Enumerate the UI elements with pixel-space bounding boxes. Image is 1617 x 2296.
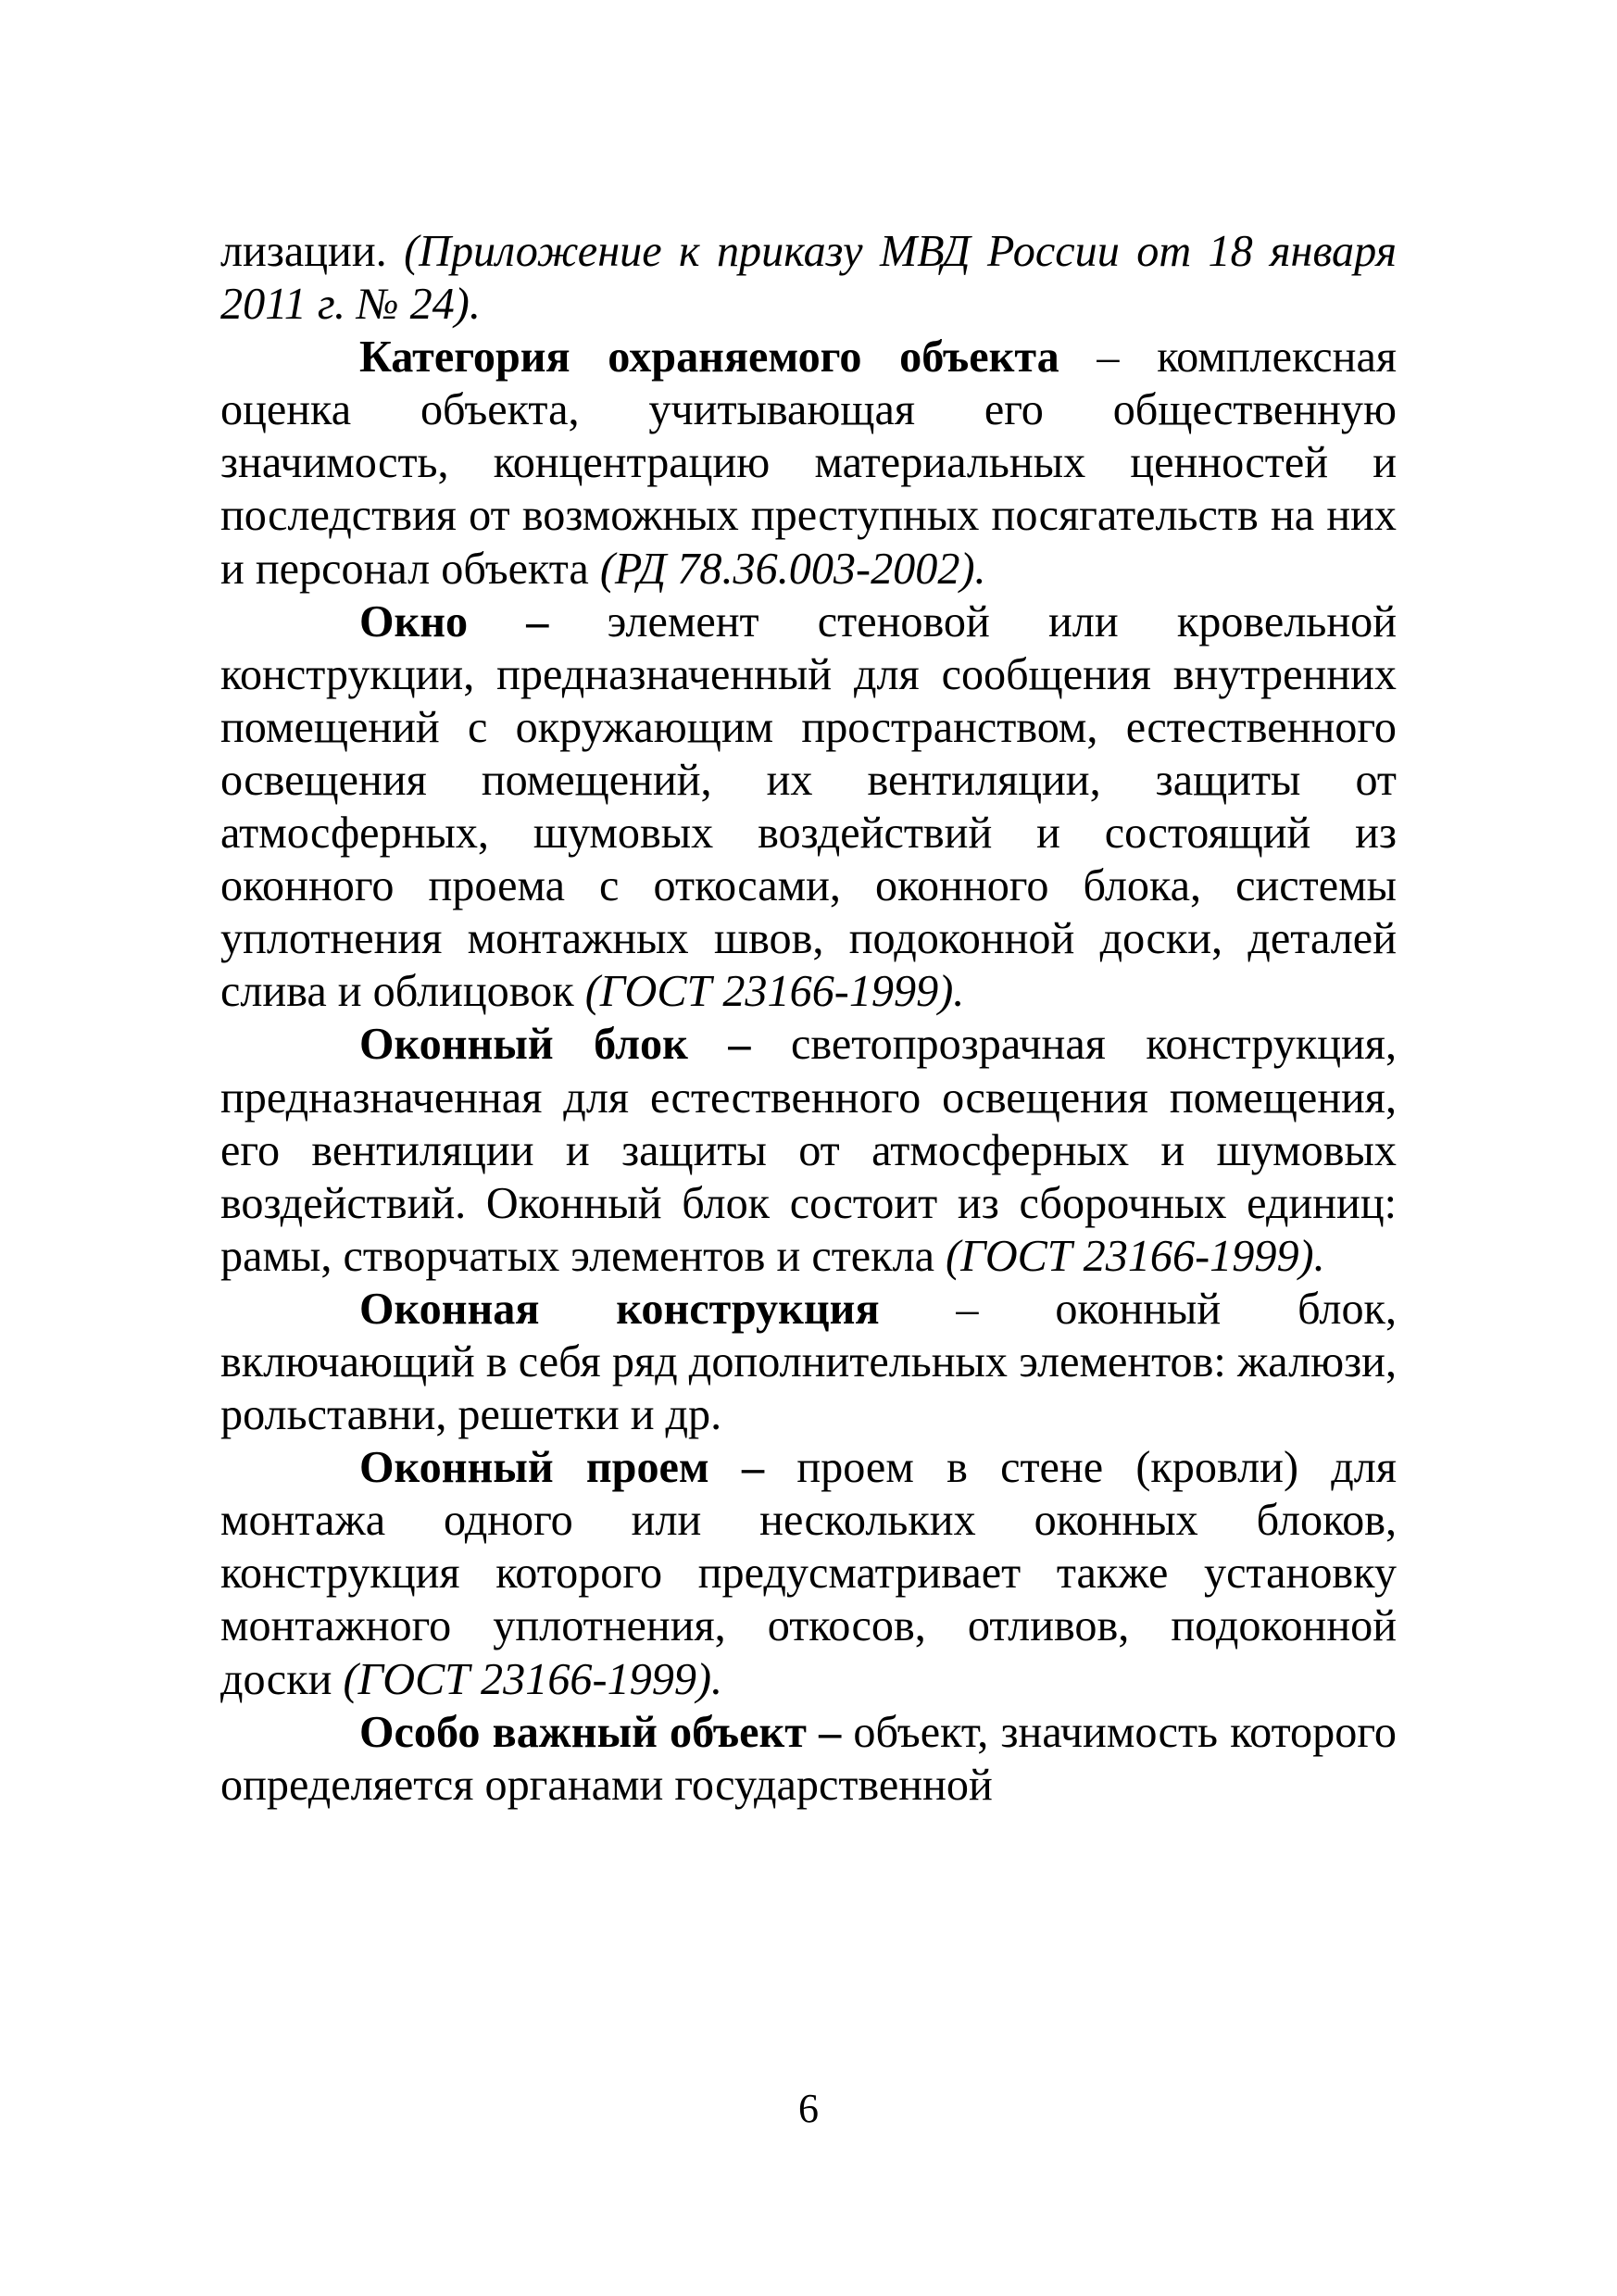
paragraph-window-opening [220, 1441, 1397, 1705]
paragraph-window-block [220, 1018, 1397, 1282]
definition-text: проем в стене (кровли) для монтажа одного или нескольких оконных блоков, конструкция которого предусматривает также установку монтажного уплотнения, откосов, отливов, подоконной доски [220, 1443, 1397, 1704]
definition-text: – оконный блок, включающий в себя ряд дополнительных элементов: жалюзи, рольставни, решетки и др. [220, 1284, 1397, 1440]
term-heading: Особо важный объект – [359, 1707, 842, 1757]
source-reference: (Приложение к приказу МВД России от 18 января 2011 г. № 24). [220, 227, 1397, 330]
definition-text: элемент стеновой или кровельной конструкции, предназначенный для сообщения внутренних помещений с окружающим пространством, естественного освещения помещений, их вентиляции, защиты от атмосферных, шумовых воздействий и состоящий из оконного проема с откосами, оконного блока, системы уплотнения монтажных швов, подоконной доски, деталей слива и облицовок [220, 596, 1397, 1017]
page-number: 6 [798, 2086, 819, 2131]
definition-text: объект, значимость которого определяется органами государственной [220, 1707, 1397, 1810]
source-reference: (ГОСТ 23166-1999). [343, 1654, 723, 1704]
paragraph-important-object [220, 1706, 1397, 1812]
page-body [220, 225, 1397, 1812]
definition-text: светопрозрачная конструкция, предназначенная для естественного освещения помещения, его вентиляции и защиты от атмосферных и шумовых воздействий. Оконный блок состоит из сборочных единиц: рамы, створчатых элементов и стекла [220, 1020, 1397, 1281]
definition-text: – комплексная оценка объекта, учитывающая его общественную значимость, концентрацию материальных ценностей и последствия от возможных преступных посягательств на них и персонал объекта [220, 332, 1397, 594]
source-reference: (РД 78.36.003-2002). [599, 544, 986, 594]
term-heading: Оконная конструкция [359, 1284, 880, 1334]
paragraph-window-construction [220, 1283, 1397, 1441]
term-heading: Оконный блок – [359, 1020, 751, 1070]
source-reference: (ГОСТ 23166-1999). [584, 967, 965, 1017]
term-heading: Окно – [359, 596, 549, 646]
paragraph-category [220, 331, 1397, 595]
term-heading: Категория охраняемого объекта [359, 332, 1059, 383]
paragraph-continuation [220, 225, 1397, 331]
paragraph-window [220, 596, 1397, 1019]
definition-text: лизации. [220, 227, 405, 276]
source-reference: (ГОСТ 23166-1999). [946, 1231, 1325, 1281]
term-heading: Оконный проем – [359, 1443, 765, 1493]
